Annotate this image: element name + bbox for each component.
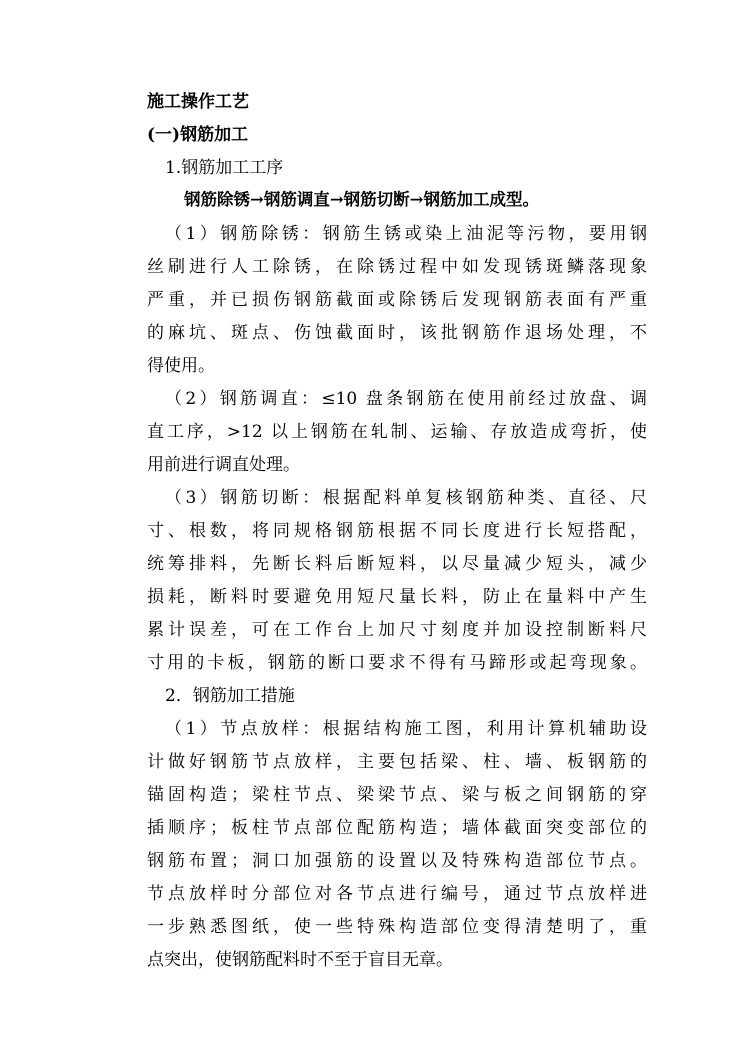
subsection-heading: 1.钢筋加工工序 <box>165 158 284 178</box>
paragraph-line: 得使用。 <box>147 356 215 376</box>
subsection-heading: 2．钢筋加工措施 <box>165 686 295 706</box>
paragraph-line: 统筹排料，先断长料后断短料，以尽量减少短头，减少 <box>147 554 647 574</box>
paragraph-line: （1）钢筋除锈：钢筋生锈或染上油泥等污物，要用钢 <box>165 224 647 244</box>
paragraph-line: 寸、根数，将同规格钢筋根据不同长度进行长短搭配， <box>147 521 647 541</box>
paragraph-line: 直工序，>12 以上钢筋在轧制、运输、存放造成弯折，使 <box>147 422 647 442</box>
paragraph-line: （3）钢筋切断：根据配料单复核钢筋种类、直径、尺 <box>165 488 647 508</box>
paragraph-line: （1）节点放样：根据结构施工图，利用计算机辅助设 <box>165 719 647 739</box>
paragraph-line: 锚固构造；梁柱节点、梁梁节点、梁与板之间钢筋的穿 <box>147 785 647 805</box>
paragraph-line: 累计误差，可在工作台上加尺寸刻度并加设控制断料尺 <box>147 620 647 640</box>
paragraph-line: 一步熟悉图纸，使一些特殊构造部位变得清楚明了，重 <box>147 917 647 937</box>
paragraph-line: 寸用的卡板，钢筋的断口要求不得有马蹄形或起弯现象。 <box>147 653 647 673</box>
paragraph-line: 点突出，使钢筋配料时不至于盲目无章。 <box>147 950 453 970</box>
paragraph-line: 钢筋布置；洞口加强筋的设置以及特殊构造部位节点。 <box>147 851 647 871</box>
paragraph-line: 的麻坑、斑点、伤蚀截面时，该批钢筋作退场处理，不 <box>147 323 647 343</box>
document-title: 施工操作工艺 <box>147 92 249 112</box>
paragraph-line: 损耗，断料时要避免用短尺量长料，防止在量料中产生 <box>147 587 647 607</box>
paragraph-line: 插顺序；板柱节点部位配筋构造；墙体截面突变部位的 <box>147 818 647 838</box>
paragraph-line: 节点放样时分部位对各节点进行编号，通过节点放样进 <box>147 884 647 904</box>
paragraph-line: 丝刷进行人工除锈，在除锈过程中如发现锈斑鳞落现象 <box>147 257 647 277</box>
section-heading: (一)钢筋加工 <box>147 125 249 145</box>
paragraph-line: 用前进行调直处理。 <box>147 455 300 475</box>
paragraph-line: （2）钢筋调直：≤10 盘条钢筋在使用前经过放盘、调 <box>165 389 647 409</box>
paragraph-line: 计做好钢筋节点放样，主要包括梁、柱、墙、板钢筋的 <box>147 752 647 772</box>
process-flow: 钢筋除锈→钢筋调直→钢筋切断→钢筋加工成型。 <box>184 190 539 209</box>
paragraph-line: 严重，并已损伤钢筋截面或除锈后发现钢筋表面有严重 <box>147 290 647 310</box>
